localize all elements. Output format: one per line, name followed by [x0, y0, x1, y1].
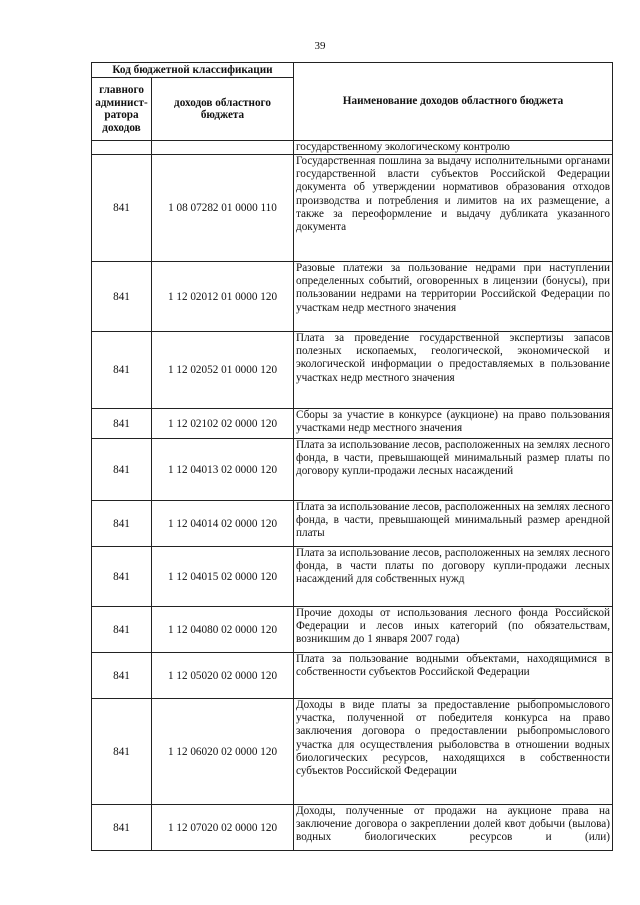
- revenue-classification-table: [91, 62, 613, 851]
- revenue-code-cell: 1 12 04014 02 0000 120: [152, 501, 294, 547]
- description-cell: Плата за использование лесов, расположенных на землях лесного фонда, в части платы по договору купли-продажи лесных насаждений для собственных нужд: [294, 547, 613, 607]
- description-cell: Доходы, полученные от продажи на аукционе права на заключение договора о закреплении долей квот добычи (вылова) водных биологических ресурсов и (или): [294, 805, 613, 851]
- table-row: [92, 409, 613, 439]
- admin-code-cell: 841: [92, 653, 152, 699]
- table-row: [92, 653, 613, 699]
- revenue-code-cell: 1 12 02012 01 0000 120: [152, 262, 294, 332]
- table-row: [92, 155, 613, 262]
- admin-code-cell: 841: [92, 155, 152, 262]
- table-row: [92, 332, 613, 409]
- description-cell: Прочие доходы от использования лесного фонда Российской Федерации и лесов иных категорий (по обязательствам, возникшим до 1 января 2007 года): [294, 607, 613, 653]
- table-row: [92, 805, 613, 851]
- description-cell: Плата за пользование водными объектами, находящимися в собственности субъектов Российской Федерации: [294, 653, 613, 699]
- description-cell: Плата за использование лесов, расположенных на землях лесного фонда, в части, превышающей минимальный размер платы по договору купли-продажи лесных насаждений: [294, 439, 613, 501]
- table-row-continuation: [92, 141, 613, 155]
- description-cell: государственному экологическому контролю: [294, 141, 613, 155]
- code-cell: [152, 141, 294, 155]
- table-row: [92, 699, 613, 805]
- table-row: [92, 439, 613, 501]
- table-row: [92, 547, 613, 607]
- revenue-code-cell: 1 12 05020 02 0000 120: [152, 653, 294, 699]
- revenue-code-cell: 1 12 02102 02 0000 120: [152, 409, 294, 439]
- description-cell: Сборы за участие в конкурсе (аукционе) на право пользования участками недр местного значения: [294, 409, 613, 439]
- admin-code-cell: 841: [92, 409, 152, 439]
- page-number: 39: [314, 40, 326, 52]
- admin-code-cell: 841: [92, 699, 152, 805]
- revenue-code-cell: 1 08 07282 01 0000 110: [152, 155, 294, 262]
- description-cell: Плата за использование лесов, расположенных на землях лесного фонда, в части, превышающей минимальный размер арендной платы: [294, 501, 613, 547]
- budget-classification-code-header: Код бюджетной классификации: [92, 63, 294, 78]
- revenue-code-cell: 1 12 06020 02 0000 120: [152, 699, 294, 805]
- revenue-code-header: доходов областного бюджета: [152, 78, 294, 141]
- table-row: [92, 501, 613, 547]
- admin-code-cell: 841: [92, 547, 152, 607]
- description-cell: Доходы в виде платы за предоставление рыбопромыслового участка, полученной от победителя конкурса на право заключения договора о предоставлении рыбопромыслового участка для осуществления рыболовства в отношении водных биологических ресурсов, находящихся в собственности субъектов Российской Федерации: [294, 699, 613, 805]
- revenue-code-cell: 1 12 04015 02 0000 120: [152, 547, 294, 607]
- admin-code-cell: 841: [92, 607, 152, 653]
- revenue-code-cell: 1 12 07020 02 0000 120: [152, 805, 294, 851]
- description-cell: Государственная пошлина за выдачу исполнительными органами государственной власти субъектов Российской Федерации документа об утверждении нормативов образования отходов производства и потребления и лимитов на их размещение, а также за переоформление и выдачу дубликата указанного документа: [294, 155, 613, 262]
- revenue-name-header: Наименование доходов областного бюджета: [294, 63, 613, 141]
- revenue-code-cell: 1 12 04013 02 0000 120: [152, 439, 294, 501]
- description-cell: Плата за проведение государственной экспертизы запасов полезных ископаемых, геологической, экономической и экологической информации о предоставляемых в пользование участках недр местного значения: [294, 332, 613, 409]
- admin-code-cell: 841: [92, 262, 152, 332]
- table-row: [92, 262, 613, 332]
- admin-code-cell: 841: [92, 805, 152, 851]
- admin-code-cell: 841: [92, 439, 152, 501]
- admin-code-cell: 841: [92, 332, 152, 409]
- table-row: [92, 607, 613, 653]
- revenue-code-cell: 1 12 02052 01 0000 120: [152, 332, 294, 409]
- chief-administrator-header: главного админист-ратора доходов: [92, 78, 152, 141]
- admin-code-cell: 841: [92, 501, 152, 547]
- description-cell: Разовые платежи за пользование недрами при наступлении определенных событий, оговоренных в лицензии (бонусы), при пользовании недрами на территории Российской Федерации по участкам недр местного значения: [294, 262, 613, 332]
- revenue-code-cell: 1 12 04080 02 0000 120: [152, 607, 294, 653]
- admin-cell: [92, 141, 152, 155]
